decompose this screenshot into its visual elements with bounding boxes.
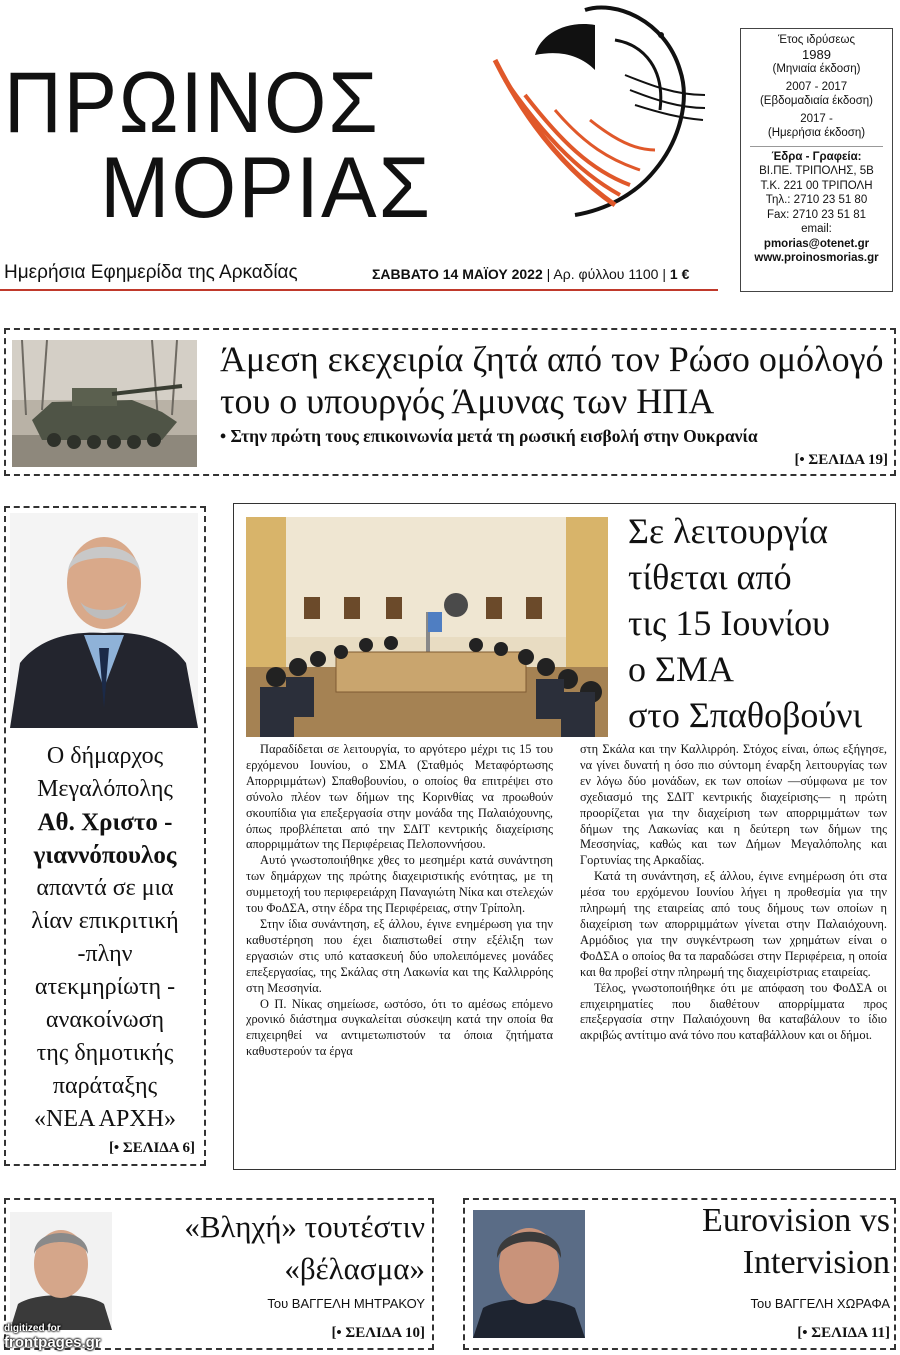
mitrakos-photo [10,1212,112,1330]
bottom-left-headline[interactable] [120,1206,425,1290]
sma-col1-p4: Ο Π. Νίκας σημείωσε, ωστόσο, ότι το αμέσως επόμενο χρονικό διάστημα συγκαλείται σύσκεψη κατά την οποία θα επιχειρηθεί να αντιμετωπιστούν τα όποια ζητήματα καθυστερούν τα έργα [246,996,553,1059]
left-rest-3: -πλην [77,941,133,967]
masthead [0,0,730,295]
sma-col2-p1: στη Σκάλα και την Καλλιρρόη. Στόχος είναι, όπως εξήγησε, να γίνει δυνατή η όσο πιο σύντομη έναρξη λειτουργίας των εν λόγω δύο μονάδων, εκ των οποίων —σύμφωνα με τον σχεδιασμό της ΣΔΙΤ κεντρικής διαχείρισης— η πρώτη προορίζεται για την διαχείριση των απορριμμάτων των δήμων της Λακωνίας και η δεύτερη των δήμων της Μεσσηνίας, καθώς και των Δήμων Μεγαλόπολης και Γορτυνίας της Αρκαδίας. [580,742,887,868]
office-label: Έδρα - Γραφεία: [771,150,862,163]
tank-photo [12,340,197,467]
publisher-infobox [740,28,893,292]
sma-headline-5: στο Σπαθοβούνι [628,695,863,735]
phone: Τηλ.: 2710 23 51 80 [765,194,868,206]
lead-headline-line2: του ο υπουργός Άμυνας των ΗΠΑ [220,381,715,421]
sma-column-1 [246,742,553,1060]
fax: Fax: 2710 23 51 81 [766,208,867,221]
issue-price: 1 € [669,266,690,282]
left-rest-6: της δημοτικής [36,1040,174,1066]
monthly-edition: (Μηνιαία έκδοση) [772,63,861,75]
left-page-ref[interactable]: [• ΣΕΛΙΔΑ 6] [108,1140,195,1156]
issue-number: Αρ. φύλλου 1100 [553,266,659,282]
meeting-photo [246,517,608,737]
left-rest-8: «ΝΕΑ ΑΡΧΗ» [33,1106,177,1132]
bottom-right-headline[interactable] [600,1200,890,1284]
left-rest-1: απαντά σε μια [36,875,174,901]
meeting-room-image [246,517,608,737]
sma-headline-4: ο ΣΜΑ [628,649,734,689]
watermark-line2: frontpages.gr [4,1334,101,1351]
sma-col1-p3: Στην ίδια συνάντηση, εξ άλλου, έγινε ενημέρωση για την καθυστέρηση που έχει διαπιστωθεί στην εξέλιξη των εργασιών στις υπό κατασκευή δύο υπολειπόμενες μονάδες επεξεργασίας, της Σκάλας στη Λακωνία και της Καλλιρρόης στη Μεσσηνία. [246,916,553,995]
issue-date: ΣΑΒΒΑΤΟ 14 ΜΑΪΟΥ 2022 [372,266,543,282]
mitrakos-portrait [10,1212,112,1330]
left-rest-5: ανακοίνωση [45,1007,165,1033]
left-line-2: Μεγαλόπολης [37,776,173,802]
left-rest-2: λίαν επικριτική [31,908,179,934]
sma-column-2 [580,742,887,1044]
bottom-right-headline-1: Eurovision vs [702,1202,890,1239]
bottom-left-headline-2: «βέλασμα» [284,1251,425,1286]
masthead-tagline: Ημερήσια Εφημερίδα της Αρκαδίας [4,262,298,283]
left-name-1: Αθ. Χριστο - [37,809,173,836]
bottom-right-page-ref[interactable]: [• ΣΕΛΙΔΑ 11] [797,1325,890,1341]
bottom-left-byline: Του ΒΑΓΓΕΛΗ ΜΗΤΡΑΚΟΥ [267,1296,425,1311]
dove-logo-icon [465,0,715,230]
lead-subhead: • Στην πρώτη τους επικοινωνία μετά τη ρωσική εισβολή στην Ουκρανία [220,426,758,446]
mayor-portrait [10,513,198,728]
watermark [4,1322,101,1350]
weekly-years: 2007 - 2017 [785,80,848,93]
left-line-1: Ο δήμαρχος [46,743,164,769]
bottom-left-page-ref[interactable]: [• ΣΕΛΙΔΑ 10] [331,1325,425,1341]
sma-headline-3: τις 15 Ιουνίου [628,603,831,643]
lead-page-ref[interactable]: [• ΣΕΛΙΔΑ 19] [794,452,888,468]
address-line2: Τ.Κ. 221 00 ΤΡΙΠΟΛΗ [760,179,873,192]
bottom-right-byline: Του ΒΑΓΓΕΛΗ ΧΩΡΑΦΑ [750,1296,890,1311]
masthead-rule [0,289,718,291]
website[interactable]: www.proinosmorias.gr [754,252,879,264]
chorafas-photo [473,1210,585,1338]
daily-years: 2017 - [800,112,833,125]
email-label: email: [801,223,832,235]
chorafas-portrait [473,1210,585,1338]
mayor-photo [10,513,198,728]
lead-headline[interactable] [220,338,890,422]
email[interactable]: pmorias@otenet.gr [763,237,870,250]
left-story-body[interactable] [8,740,202,1136]
sma-col2-p3: Τέλος, γνωστοποιήθηκε ότι με απόφαση του ΦοΔΣΑ οι επιχειρηματίες που διαθέτουν απορρίμματα προς επεξεργασία στην Παλαιόχουνη θα καταβάλουν το ίδιο ακριβώς αντίτιμο ανά τόνο που καταβάλλουν και οι δήμοι. [580,980,887,1043]
left-name-2: γιαννόπουλος [33,842,177,869]
watermark-line1: digitized for [4,1323,61,1334]
bottom-right-headline-2: Intervision [742,1244,890,1281]
daily-edition: (Ημερήσια έκδοση) [767,127,866,139]
left-rest-4: ατεκμηρίωτη - [34,974,176,1000]
sma-col1-p2: Αυτό γνωστοποιήθηκε χθες το μεσημέρι κατά συνάντηση των δημάρχων της πρώτης διαχειριστικής ενότητας, με τη συμμετοχή του περιφερειάρχη Παναγιώτη Νίκα και στελεχών του ΦοΔΣΑ, στην έδρα της Περιφέρειας, στην Τρίπολη. [246,853,553,916]
masthead-dateline: ΣΑΒΒΑΤΟ 14 ΜΑΪΟΥ 2022 | Αρ. φύλλου 1100 | 1 € [372,266,690,282]
masthead-title-line2: ΜΟΡΙΑΣ [100,140,433,236]
masthead-title-line1: ΠΡΩΙΝΟΣ [4,55,380,151]
weekly-edition: (Εβδομαδιαία έκδοση) [759,95,874,107]
lead-headline-line1: Άμεση εκεχειρία ζητά από τον Ρώσο ομόλογό [220,339,884,379]
sma-headline[interactable] [628,508,890,738]
tank-photo-image [12,340,197,467]
left-rest-7: παράταξης [52,1073,158,1099]
bottom-left-headline-1: «Βληχή» τουτέστιν [184,1209,425,1244]
address-line1: ΒΙ.ΠΕ. ΤΡΙΠΟΛΗΣ, 5Β [759,165,874,177]
sma-headline-2: τίθεται από [628,557,792,597]
founded-label: Έτος ιδρύσεως [777,34,856,46]
founded-year: 1989 [802,46,831,62]
sma-col2-p2: Κατά τη συνάντηση, εξ άλλου, έγινε ενημέρωση ότι στα μέσα του ερχόμενου Ιουνίου λήγει η προθεσμία για την πληρωμή της εταιρείας από τους δήμους των οποίων η διαχείριση των απορριμμάτων γίνεται στην Παλαιόχουνη. Αρμόδιος για την συγκέντρωση των χρημάτων είναι ο ΦοΔΣΑ ο οποίος θα τα παραδώσει στην Περιφέρεια, η οποία και θα προβεί στην πληρωμή της διαχειρίστριας εταιρείας. [580,869,887,979]
sma-col1-p1: Παραδίδεται σε λειτουργία, το αργότερο μέχρι τις 15 του ερχόμενου Ιουνίου, ο ΣΜΑ (Σταθμός Μεταφόρτωσης Απορριμμάτων) Σπαθοβουνίου, ο οποίος θα επιτρέψει στο σύνολο πλέον των δήμων της Κορινθίας να προωθούν σκουπίδια για επεξεργασία στην μονάδα της Παλαιόχουνης, όπως προβλέπεται από την ΣΔΙΤ κεντρικής διαχείρισης απορριμμάτων της Περιφέρειας Πελοποννήσου. [246,742,553,852]
sma-headline-1: Σε λειτουργία [628,511,829,551]
